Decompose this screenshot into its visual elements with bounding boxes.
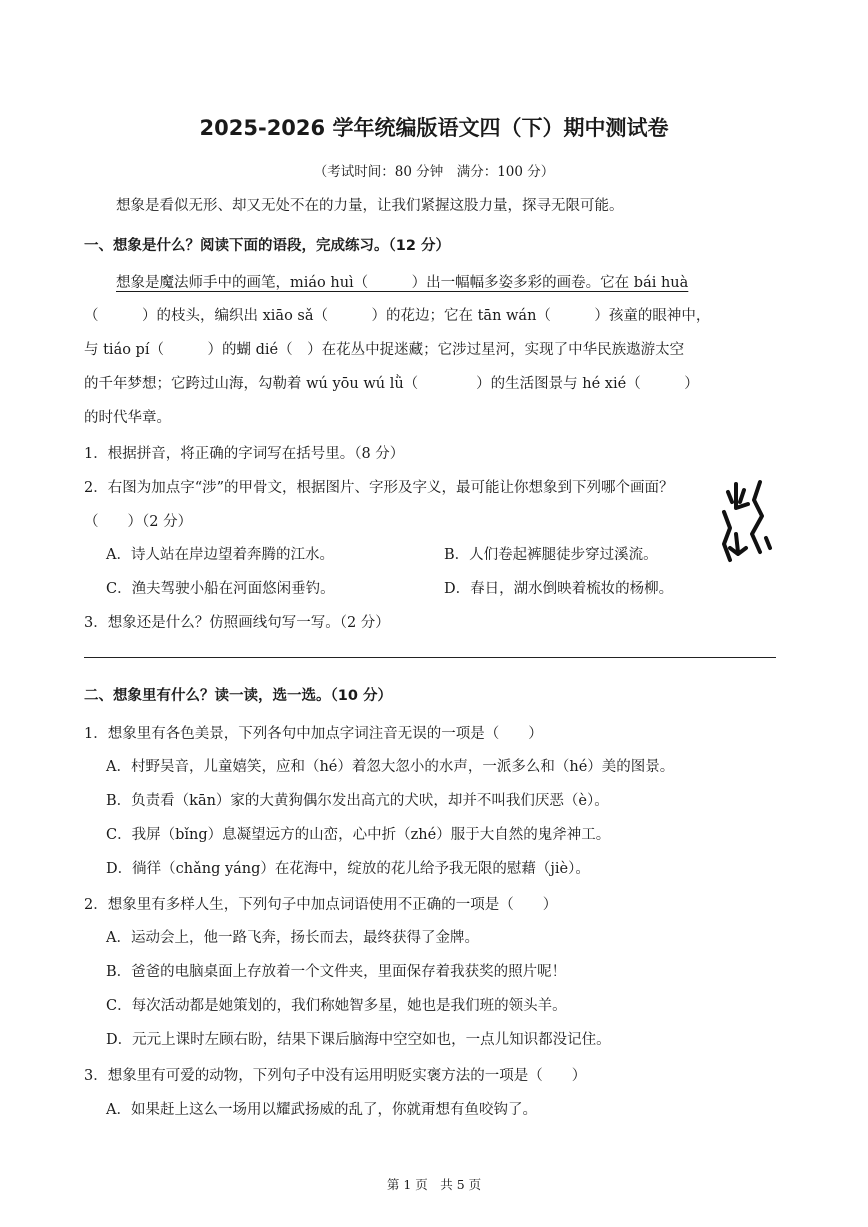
- s1-q2-option-a: A．诗人站在岸边望着奔腾的江水。: [106, 547, 334, 563]
- s2-question-2: 2．想象里有多样人生，下列句子中加点词语使用不正确的一项是（ ）: [84, 897, 558, 913]
- exam-info: （考试时间：80 分钟 满分：100 分）: [313, 164, 555, 180]
- oracle-bone-character-image: [716, 478, 776, 574]
- passage-line-4: 的千年梦想；它跨过山海，勾勒着 wú yōu wú lǜ（ ）的生活图景与 hé xié（ ）: [84, 376, 699, 392]
- s1-question-2-blank: （ ）（2 分）: [84, 514, 193, 530]
- s2-q1-option-b: B．负责看（kān）家的大黄狗偶尔发出高亢的犬吠，却并不叫我们厌恶（è）。: [106, 793, 609, 809]
- s2-q2-option-d: D．元元上课时左顾右盼，结果下课后脑海中空空如也，一点儿知识都没记住。: [106, 1032, 611, 1048]
- s2-q1-option-d: D．徜徉（chǎng yáng）在花海中，绽放的花儿给予我无限的慰藉（jiè）。: [106, 861, 590, 877]
- section2-heading: 二、想象里有什么？读一读，选一选。（10 分）: [84, 688, 392, 704]
- s2-question-1: 1．想象里有各色美景，下列各句中加点字词注音无误的一项是（ ）: [84, 726, 543, 742]
- exam-title: 2025-2026 学年统编版语文四（下）期中测试卷: [199, 116, 669, 140]
- s1-question-2: 2．右图为加点字“涉”的甲骨文，根据图片、字形及字义，最可能让你想象到下列哪个画面？: [84, 480, 674, 496]
- s2-q2-option-a: A．运动会上，他一路飞奔，扬长而去，最终获得了金牌。: [106, 930, 479, 946]
- s1-question-3: 3．想象还是什么？仿照画线句写一写。（2 分）: [84, 615, 390, 631]
- answer-line: [84, 657, 776, 658]
- s2-q2-option-c: C．每次活动都是她策划的，我们称她智多星，她也是我们班的领头羊。: [106, 998, 567, 1014]
- s2-question-3: 3．想象里有可爱的动物，下列句子中没有运用明贬实褒方法的一项是（ ）: [84, 1068, 587, 1084]
- passage-line-5: 的时代华章。: [84, 410, 171, 426]
- s2-q3-option-a: A．如果赶上这么一场用以耀武扬威的乱了，你就甭想有鱼咬钩了。: [106, 1102, 537, 1118]
- s1-q2-option-b: B．人们卷起裤腿徒步穿过溪流。: [444, 547, 658, 563]
- s1-q2-option-d: D．春日，湖水倒映着梳妆的杨柳。: [444, 581, 674, 597]
- s2-q1-option-a: A．村野吴音，儿童嬉笑，应和（hé）着忽大忽小的水声，一派多么和（hé）美的图景。: [106, 759, 675, 775]
- passage-line-2: （ ）的枝头，编织出 xiāo sǎ（ ）的花边；它在 tān wán（ ）孩童的眼神中，: [84, 308, 711, 324]
- intro-text: 想象是看似无形、却又无处不在的力量，让我们紧握这股力量，探寻无限可能。: [116, 198, 624, 214]
- passage-line-1: 想象是魔法师手中的画笔，miáo huì（ ）出一幅幅多姿多彩的画卷。它在 bái huà: [116, 275, 689, 291]
- s1-question-1: 1．根据拼音，将正确的字词写在括号里。（8 分）: [84, 446, 405, 462]
- s2-q1-option-c: C．我屏（bǐng）息凝望远方的山峦，心中折（zhé）服于大自然的鬼斧神工。: [106, 827, 611, 843]
- passage-line-3: 与 tiáo pí（ ）的蝴 dié（ ）在花丛中捉迷藏；它涉过星河，实现了中华民族遨游太空: [84, 342, 685, 358]
- s1-q2-option-c: C．渔夫驾驶小船在河面悠闲垂钓。: [106, 581, 335, 597]
- section1-heading: 一、想象是什么？阅读下面的语段，完成练习。（12 分）: [84, 238, 450, 254]
- page-footer: 第 1 页 共 5 页: [386, 1177, 482, 1192]
- s2-q2-option-b: B．爸爸的电脑桌面上存放着一个文件夹，里面保存着我获奖的照片呢！: [106, 964, 567, 980]
